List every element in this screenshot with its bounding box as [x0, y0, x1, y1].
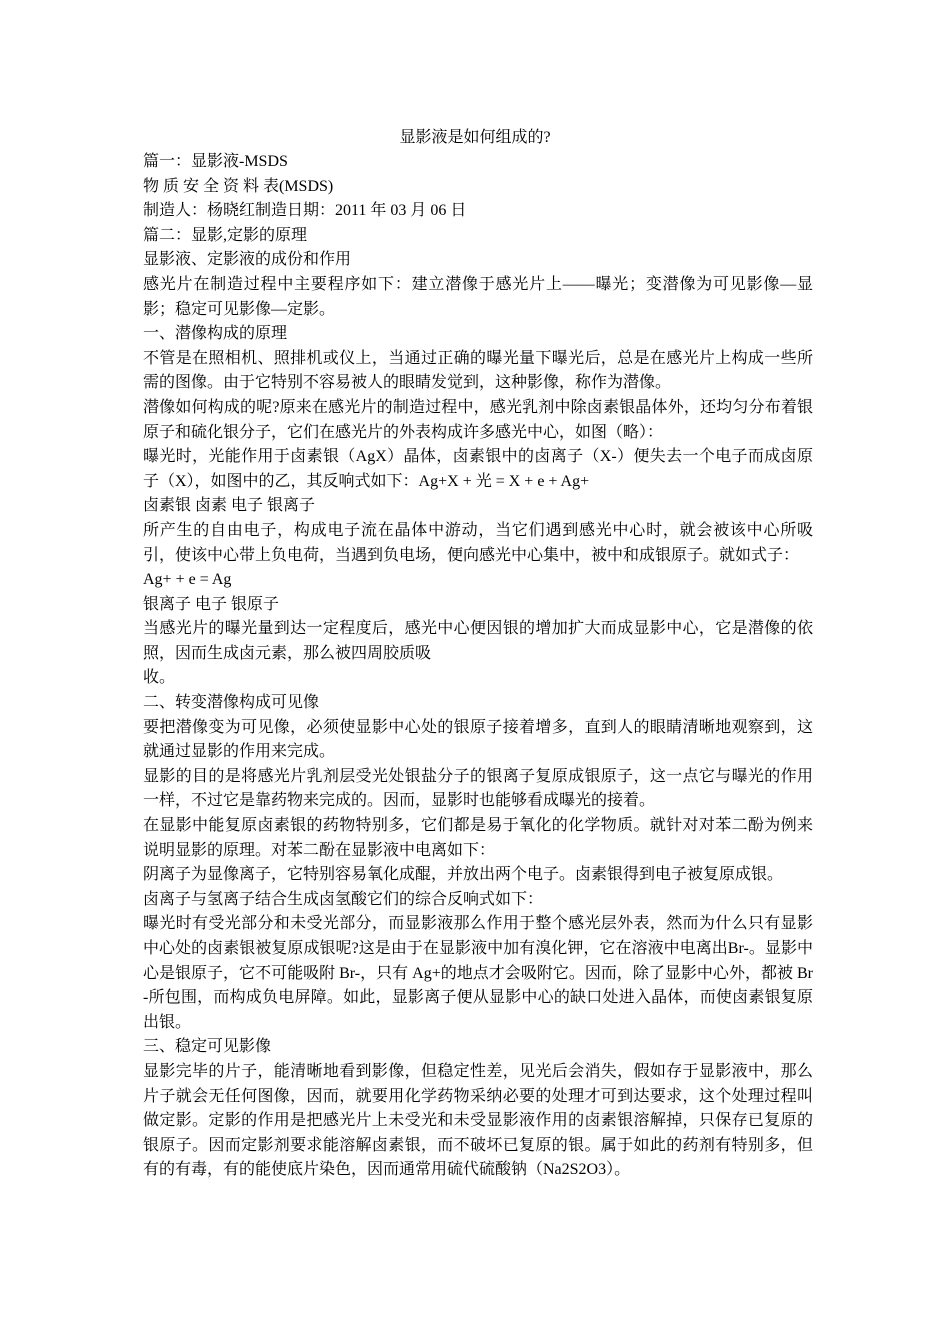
section-heading: 一、潜像构成的原理: [143, 325, 288, 343]
paragraph: 银离子 电子 银原子: [143, 595, 280, 613]
equation-line: Ag+ + e = Ag: [143, 571, 232, 589]
paragraph: 篇二：显影,定影的原理: [143, 226, 308, 244]
paragraph: 当感光片的曝光量到达一定程度后，感光中心便因银的增加扩大而成显影中心，它是潜像的依照，因而生成卤元素，那么被四周胶质吸: [143, 620, 813, 662]
paragraph: 不管是在照相机、照排机或仪上，当通过正确的曝光量下曝光后，总是在感光片上构成一些所需的图像。由于它特别不容易被人的眼睛发觉到，这种影像，称作为潜像。: [143, 349, 813, 392]
document-title: 显影液是如何组成的?: [399, 129, 551, 146]
paragraph: 阴离子为显像离子，它特别容易氧化成醌，并放出两个电子。卤素银得到电子被复原成银。: [143, 866, 784, 884]
section-heading: 三、稳定可见影像: [143, 1038, 272, 1056]
paragraph: 曝光时，光能作用于卤素银（AgX）晶体，卤素银中的卤离子（X-）便失去一个电子而成卤原子（X），如图中的乙，其反响式如下：Ag+X + 光 = X + e + Ag+: [143, 448, 813, 490]
section-heading: 二、转变潜像构成可见像: [143, 694, 320, 712]
paragraph: 曝光时有受光部分和未受光部分，而显影液那么作用于整个感光层外表，然而为什么只有显影中心处的卤素银被复原成银呢?这是由于在显影液中加有溴化钾，它在溶液中电离出Br-。显影中心是银原子，它不可能吸附 Br-，只有 Ag+的地点才会吸附它。因而，除了显影中心外，都被 Br-所包围，而构成负电屏障。如此，显影离子便从显影中心的缺口处进入晶体，而使卤素银复原出银。: [143, 915, 813, 1031]
paragraph: 物 质 安 全 资 料 表(MSDS): [143, 177, 334, 195]
paragraph: 显影液、定影液的成份和作用: [143, 251, 352, 269]
paragraph: 潜像如何构成的呢?原来在感光片的制造过程中，感光乳剂中除卤素银晶体外，还均匀分布着银原子和硫化银分子，它们在感光片的外表构成许多感光中心，如图（略）：: [143, 398, 813, 441]
paragraph: 感光片在制造过程中主要程序如下：建立潜像于感光片上——曝光；变潜像为可见影像—显影；稳定可见影像—定影。: [143, 275, 813, 318]
paragraph: 显影的目的是将感光片乳剂层受光处银盐分子的银离子复原成银原子，这一点它与曝光的作用一样，不过它是靠药物来完成的。因而，显影时也能够看成曝光的接着。: [143, 767, 813, 810]
paragraph: 显影完毕的片子，能清晰地看到影像，但稳定性差，见光后会消失，假如存于显影液中，那么片子就会无任何图像，因而，就要用化学药物采纳必要的处理才可到达要求，这个处理过程叫做定影。定影的作用是把感光片上未受光和未受显影液作用的卤素银溶解掉，只保存已复原的银原子。因而定影剂要求能溶解卤素银，而不破坏已复原的银。属于如此的药剂有特别多，但有的有毒，有的能使底片染色，因而通常用硫代硫酸钠（Na2S2O3）。: [143, 1062, 813, 1179]
paragraph: 制造人：杨晓红制造日期：2011 年 03 月 06 日: [143, 202, 467, 220]
paragraph: 卤素银 卤素 电子 银离子: [143, 497, 316, 515]
paragraph: 要把潜像变为可见像，必须使显影中心处的银原子接着增多，直到人的眼睛清晰地观察到，这就通过显影的作用来完成。: [143, 718, 813, 761]
document-body: [143, 150, 813, 1183]
paragraph: 篇一：显影液-MSDS: [143, 153, 288, 170]
paragraph: 在显影中能复原卤素银的药物特别多，它们都是易于氧化的化学物质。就针对对苯二酚为例来说明显影的原理。对苯二酚在显影液中电离如下：: [143, 817, 813, 859]
paragraph: 卤离子与氢离子结合生成卤氢酸它们的综合反响式如下：: [143, 890, 544, 908]
paragraph: 所产生的自由电子，构成电子流在晶体中游动，当它们遇到感光中心时，就会被该中心所吸引，使该中心带上负电荷，当遇到负电场，便向感光中心集中，被中和成银原子。就如式子：: [143, 521, 813, 564]
paragraph: 收。: [143, 669, 176, 687]
